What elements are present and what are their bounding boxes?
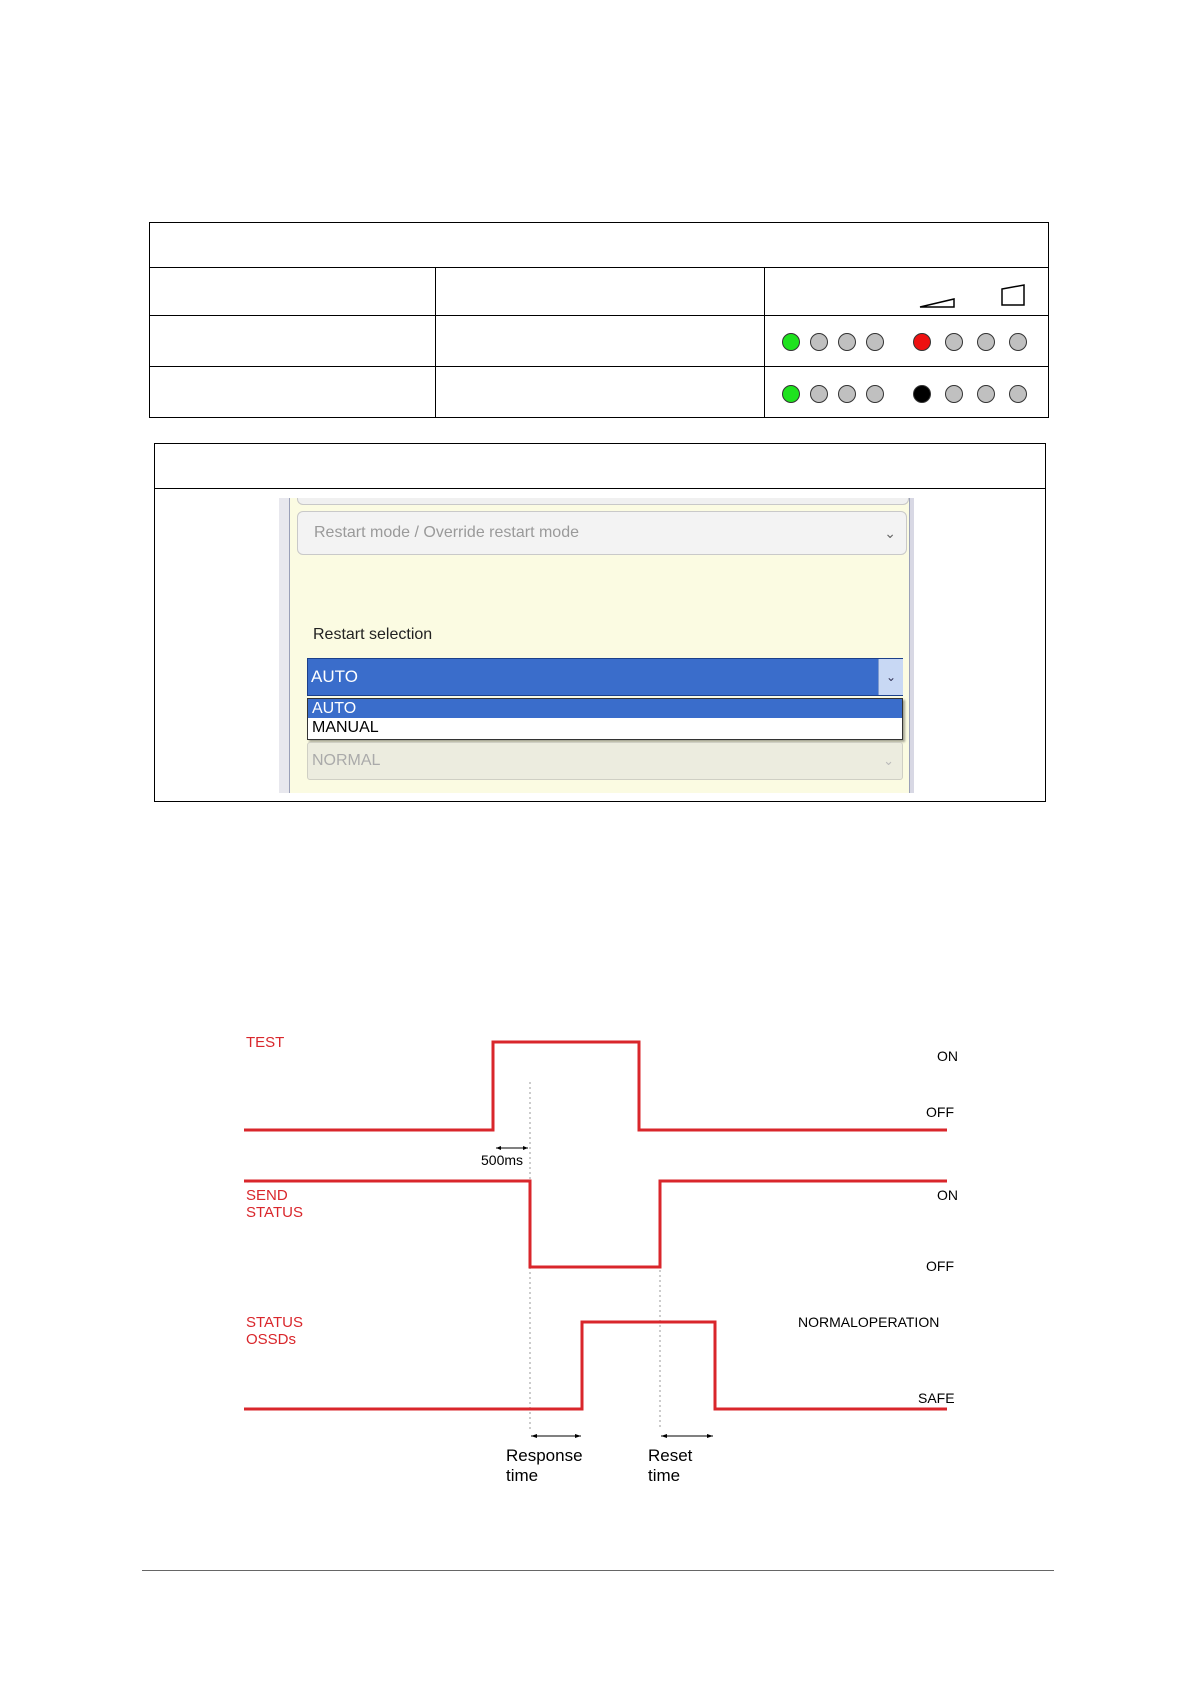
state-label-normal-operation: NORMALOPERATION (798, 1314, 940, 1330)
state-label-on: ON (937, 1048, 958, 1064)
override-select-value: NORMAL (312, 752, 381, 769)
response-time-label: Response time (506, 1446, 583, 1485)
chevron-down-icon[interactable]: ⌄ (884, 525, 896, 541)
restart-select-value: AUTO (311, 667, 358, 686)
dropdown-arrow-icon[interactable]: ⌄ (878, 659, 903, 695)
send-status-waveform (244, 1181, 947, 1267)
state-label-off: OFF (926, 1258, 954, 1274)
state-label-off: OFF (926, 1104, 954, 1120)
restart-mode-header-label: Restart mode / Override restart mode (314, 524, 579, 541)
restart-selection-label: Restart selection (313, 626, 433, 643)
footer-divider (142, 1570, 1054, 1571)
status-ossds-waveform (244, 1322, 947, 1409)
delay-label: 500ms (481, 1152, 524, 1168)
test-waveform (244, 1042, 947, 1130)
state-label-safe: SAFE (918, 1390, 955, 1406)
signal-label-status-ossds: STATUS OSSDs (246, 1314, 303, 1348)
response-arrow (531, 1434, 581, 1438)
signal-label-test: TEST (246, 1034, 285, 1051)
reset-time-label: Reset time (648, 1446, 693, 1485)
signal-label-send-status: SEND STATUS (246, 1187, 303, 1221)
dropdown-option-manual[interactable]: MANUAL (312, 719, 379, 736)
delay-arrow (496, 1146, 528, 1150)
reset-arrow (661, 1434, 713, 1438)
chevron-down-icon[interactable]: ⌄ (883, 753, 894, 768)
dropdown-option-auto[interactable]: AUTO (308, 699, 902, 718)
state-label-on: ON (937, 1187, 958, 1203)
